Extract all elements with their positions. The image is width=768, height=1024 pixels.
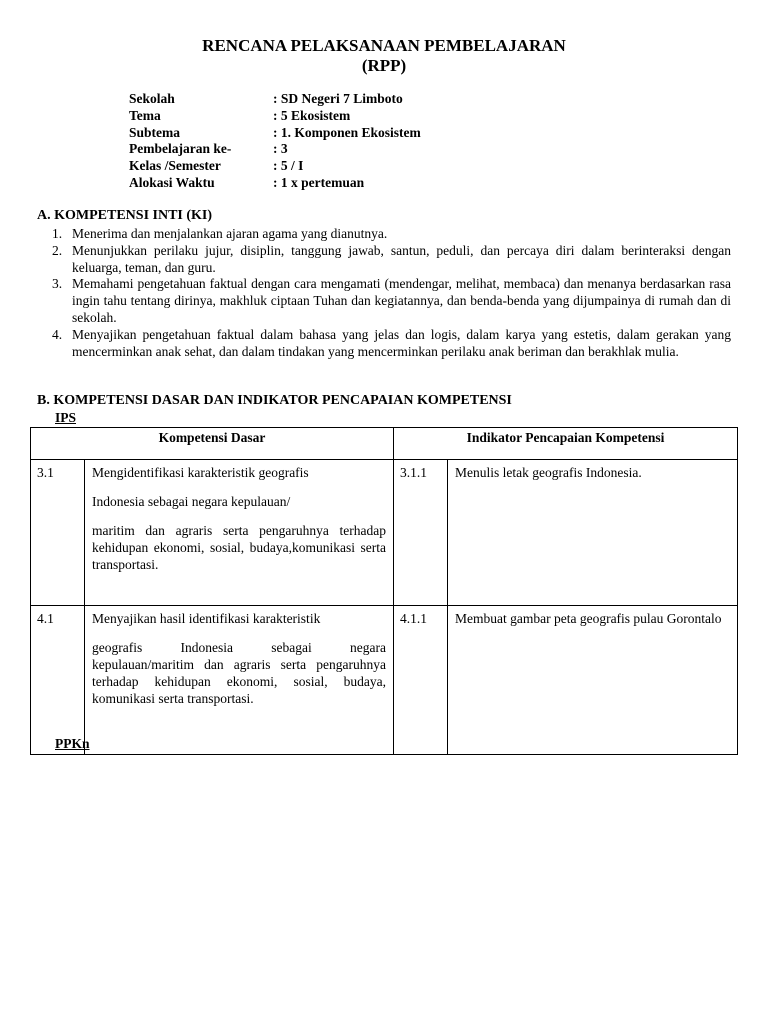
kd-text: Indonesia sebagai negara kepulauan/ xyxy=(92,494,291,509)
kd-description xyxy=(85,460,394,606)
identity-label: Sekolah xyxy=(129,91,175,106)
ppkn-subheading: PPKn xyxy=(55,736,90,751)
table-header-row xyxy=(31,428,738,460)
list-item xyxy=(52,243,731,277)
header-indikator: Indikator Pencapaian Kompetensi xyxy=(394,428,738,460)
identity-label: Tema xyxy=(129,107,161,123)
list-text: Menyajikan pengetahuan faktual dalam bahasa yang jelas dan logis, dalam karya yang estetis, dalam gerakan yang mencerminkan anak sehat, dan dalam tindakan yang mencerminkan perilaku anak beriman dan berakhlak mulia. xyxy=(72,326,731,359)
identity-label: Kelas /Semester xyxy=(129,158,221,174)
identity-value: : 5 Ekosistem xyxy=(273,107,351,123)
identity-value: : 5 / I xyxy=(273,158,304,174)
document-title: RENCANA PELAKSANAAN PEMBELAJARAN xyxy=(202,36,566,55)
identity-row xyxy=(129,125,421,142)
ipk-number: 4.1.1 xyxy=(394,606,448,755)
identity-row xyxy=(129,91,421,108)
identity-value: : SD Negeri 7 Limboto xyxy=(273,91,403,106)
kd-text: geografis Indonesia sebagai negara kepulauan/maritim dan agraris serta pengaruhnya terhadap kehidupan ekonomi, sosial, budaya, komunikasi serta transportasi. xyxy=(92,640,386,706)
identity-row xyxy=(129,175,421,192)
identity-row xyxy=(129,141,421,158)
list-number: 4. xyxy=(52,326,63,342)
ipk-number: 3.1.1 xyxy=(394,460,448,606)
identity-label: Alokasi Waktu xyxy=(129,174,215,190)
kd-description xyxy=(85,606,394,755)
list-number: 2. xyxy=(52,242,63,258)
section-b-heading: B. KOMPETENSI DASAR DAN INDIKATOR PENCAPAIAN KOMPETENSI xyxy=(37,393,512,408)
identity-block xyxy=(129,91,421,192)
identity-label: Pembelajaran ke- xyxy=(129,141,232,157)
identity-row xyxy=(129,158,421,175)
kd-number: 3.1 xyxy=(31,460,85,606)
ipk-description: Menulis letak geografis Indonesia. xyxy=(448,460,738,606)
list-item xyxy=(52,276,731,326)
kd-text: Mengidentifikasi karakteristik geografis xyxy=(92,465,309,480)
ipk-description: Membuat gambar peta geografis pulau Gorontalo xyxy=(448,606,738,755)
identity-value: : 3 xyxy=(273,141,288,157)
list-text: Menunjukkan perilaku jujur, disiplin, tanggung jawab, santun, peduli, dan percaya diri dalam berinteraksi dengan keluarga, teman, dan guru. xyxy=(72,242,731,275)
list-number: 1. xyxy=(52,226,63,241)
identity-value: : 1 x pertemuan xyxy=(273,174,365,190)
identity-label: Subtema xyxy=(129,124,181,140)
list-item xyxy=(52,226,731,243)
list-text: Memahami pengetahuan faktual dengan cara mengamati (mendengar, melihat, membaca) dan menanya berdasarkan rasa ingin tahu tentang dirinya, makhluk ciptaan Tuhan dan kegiatannya, dan benda-benda yang dijumpainya di rumah dan di sekolah. xyxy=(72,276,731,325)
header-kompetensi-dasar: Kompetensi Dasar xyxy=(31,428,394,460)
kd-text: maritim dan agraris serta pengaruhnya terhadap kehidupan ekonomi, sosial, budaya,komunikasi serta transportasi. xyxy=(92,523,386,572)
kd-number: 4.1 xyxy=(31,606,85,755)
list-item xyxy=(52,327,731,361)
kd-text: Menyajikan hasil identifikasi karakteristik xyxy=(92,611,321,626)
document-subtitle: (RPP) xyxy=(361,56,407,75)
competency-table xyxy=(30,427,738,755)
ips-subheading: IPS xyxy=(55,410,77,425)
identity-row xyxy=(129,108,421,125)
list-text: Menerima dan menjalankan ajaran agama yang dianutnya. xyxy=(72,226,388,241)
identity-value: : 1. Komponen Ekosistem xyxy=(273,124,421,140)
kompetensi-inti-list xyxy=(52,226,731,360)
section-a-heading: A. KOMPETENSI INTI (KI) xyxy=(37,208,213,223)
table-row xyxy=(31,460,738,606)
list-number: 3. xyxy=(52,276,63,292)
table-row xyxy=(31,606,738,755)
